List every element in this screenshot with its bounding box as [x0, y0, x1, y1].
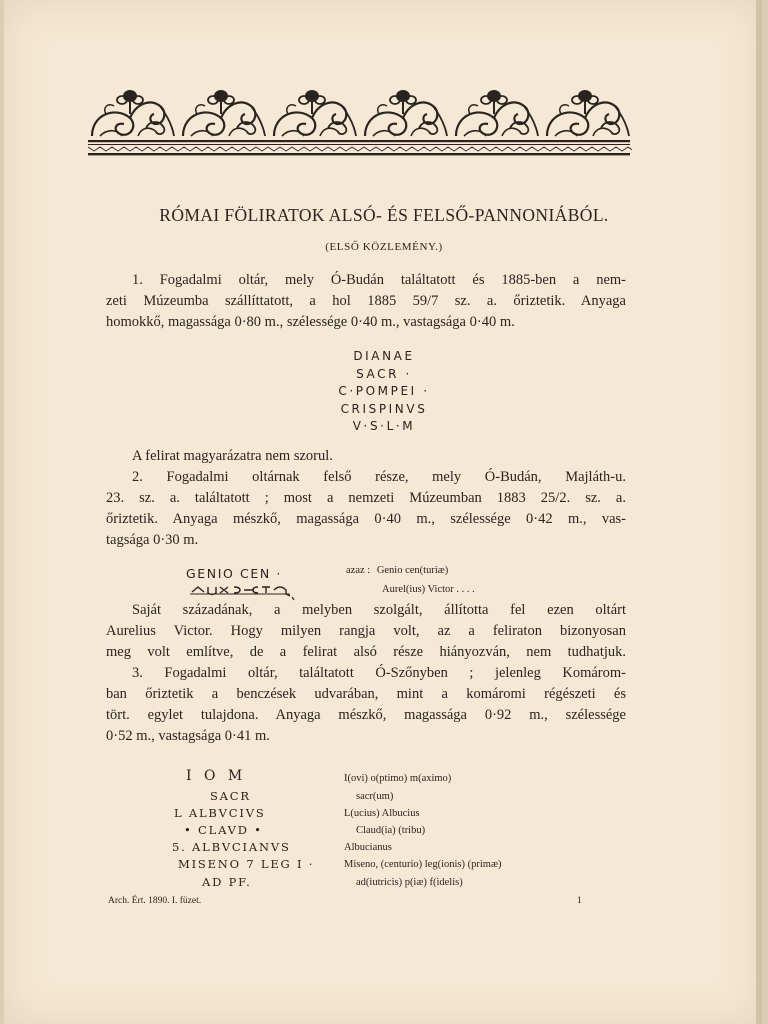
page-number: 1	[577, 896, 582, 906]
inscription-gloss	[346, 562, 448, 580]
text-line: tört. egylet tulajdona. Anyaga mészkő, magassága 0·92 m., szélessége	[106, 707, 626, 723]
inscription-iom-gloss: Miseno, (centurio) leg(ionis) (primæ)	[344, 859, 502, 870]
inscription-iom-line: • CLAVD •	[184, 823, 263, 837]
text-line: 23. sz. a. találtatott ; most a nemzeti Múzeumban 1883 25/2. sz. a.	[106, 490, 626, 506]
text-line: A felirat magyarázatra nem szorul.	[132, 448, 333, 464]
text-line: homokkő, magassága 0·80 m., szélessége 0·40 m., vastagsága 0·40 m.	[106, 314, 515, 330]
source-reference: Arch. Ért. 1890. I. füzet.	[108, 896, 202, 906]
inscription-iom-gloss: L(ucius) Albucius	[344, 808, 420, 819]
text-line: meg volt említve, de a felirat alsó része hiányozván, nem tudhatjuk.	[106, 644, 626, 660]
article-title: RÓMAI FÖLIRATOK ALSÓ- ÉS FELSŐ-PANNONIÁBÓL.	[159, 205, 609, 225]
inscription-gloss-line2: Aurel(ius) Victor . . . .	[382, 584, 475, 595]
text-line: Aurelius Victor. Hogy milyen rangja volt, az a feliraton bizonyosan	[106, 623, 626, 639]
inscription-line: SACR ·	[356, 366, 412, 381]
inscription-iom-line: MISENO 7 LEG I ·	[178, 857, 315, 871]
inscription-line: C·POMPEI ·	[338, 384, 430, 398]
text-line: 3. Fogadalmi oltár, találtatott Ó-Szőnyben ; jelenleg Komárom-	[132, 665, 626, 681]
gloss-line: Genio cen(turiæ)	[376, 565, 449, 576]
gloss-prefix: azaz :	[346, 565, 371, 576]
scan-edge	[756, 0, 762, 1024]
inscription-dianae	[0, 348, 768, 436]
text-line: 2. Fogadalmi oltárnak felső része, mely Ó-Budán, Majláth-u.	[132, 469, 626, 485]
text-line: Saját századának, a melyben szolgált, állította fel ezen oltárt	[132, 602, 626, 618]
text-line: ban őriztetik a benczések udvarában, mint a komáromi régészeti és	[106, 686, 626, 702]
paragraph-altar-3	[106, 600, 626, 747]
paragraph-altar-2	[106, 446, 626, 551]
acanthus-scroll-ornament-icon	[86, 84, 632, 158]
text-line: őriztetik. Anyaga mészkő, magassága 0·40 m., szélessége 0·42 m., vas-	[106, 511, 626, 527]
text-line: 0·52 m., vastagsága 0·41 m.	[106, 728, 270, 744]
inscription-iom-line: I O M	[186, 768, 247, 784]
inscription-line: CRISPINVS	[340, 401, 428, 416]
inscription-iom-line: 5. ALBVCIANVS	[172, 840, 291, 854]
inscription-iom-line: AD PF.	[202, 875, 252, 889]
inscription-line: DIANAE	[353, 349, 415, 363]
inscription-iom-gloss: Albucianus	[344, 842, 392, 853]
text-line: 1. Fogadalmi oltár, mely Ó-Budán találtatott és 1885-ben a nem-	[132, 272, 626, 288]
inscription-iom-line: SACR	[210, 789, 251, 803]
inscription-genio: GENIO CEN ·	[186, 566, 282, 581]
article-subtitle: (ELSŐ KÖZLEMÉNY.)	[325, 241, 443, 253]
inscription-iom-line: L ALBVCIVS	[174, 806, 266, 820]
inscription-line: V·S·L·M	[352, 419, 416, 433]
inscription-iom-gloss: sacr(um)	[356, 791, 394, 802]
inscription-iom-gloss: I(ovi) o(ptimo) m(aximo)	[344, 773, 452, 784]
inscription-iom-gloss: Claud(ia) (tribu)	[356, 825, 426, 836]
paragraph-altar-1	[106, 270, 626, 333]
text-line: tagsága 0·30 m.	[106, 532, 199, 548]
inscription-iom-gloss: ad(iutricis) p(iæ) f(idelis)	[356, 877, 463, 888]
text-line: zeti Múzeumba szállíttatott, a hol 1885 59/7 sz. a. őriztetik. Anyaga	[106, 293, 626, 309]
